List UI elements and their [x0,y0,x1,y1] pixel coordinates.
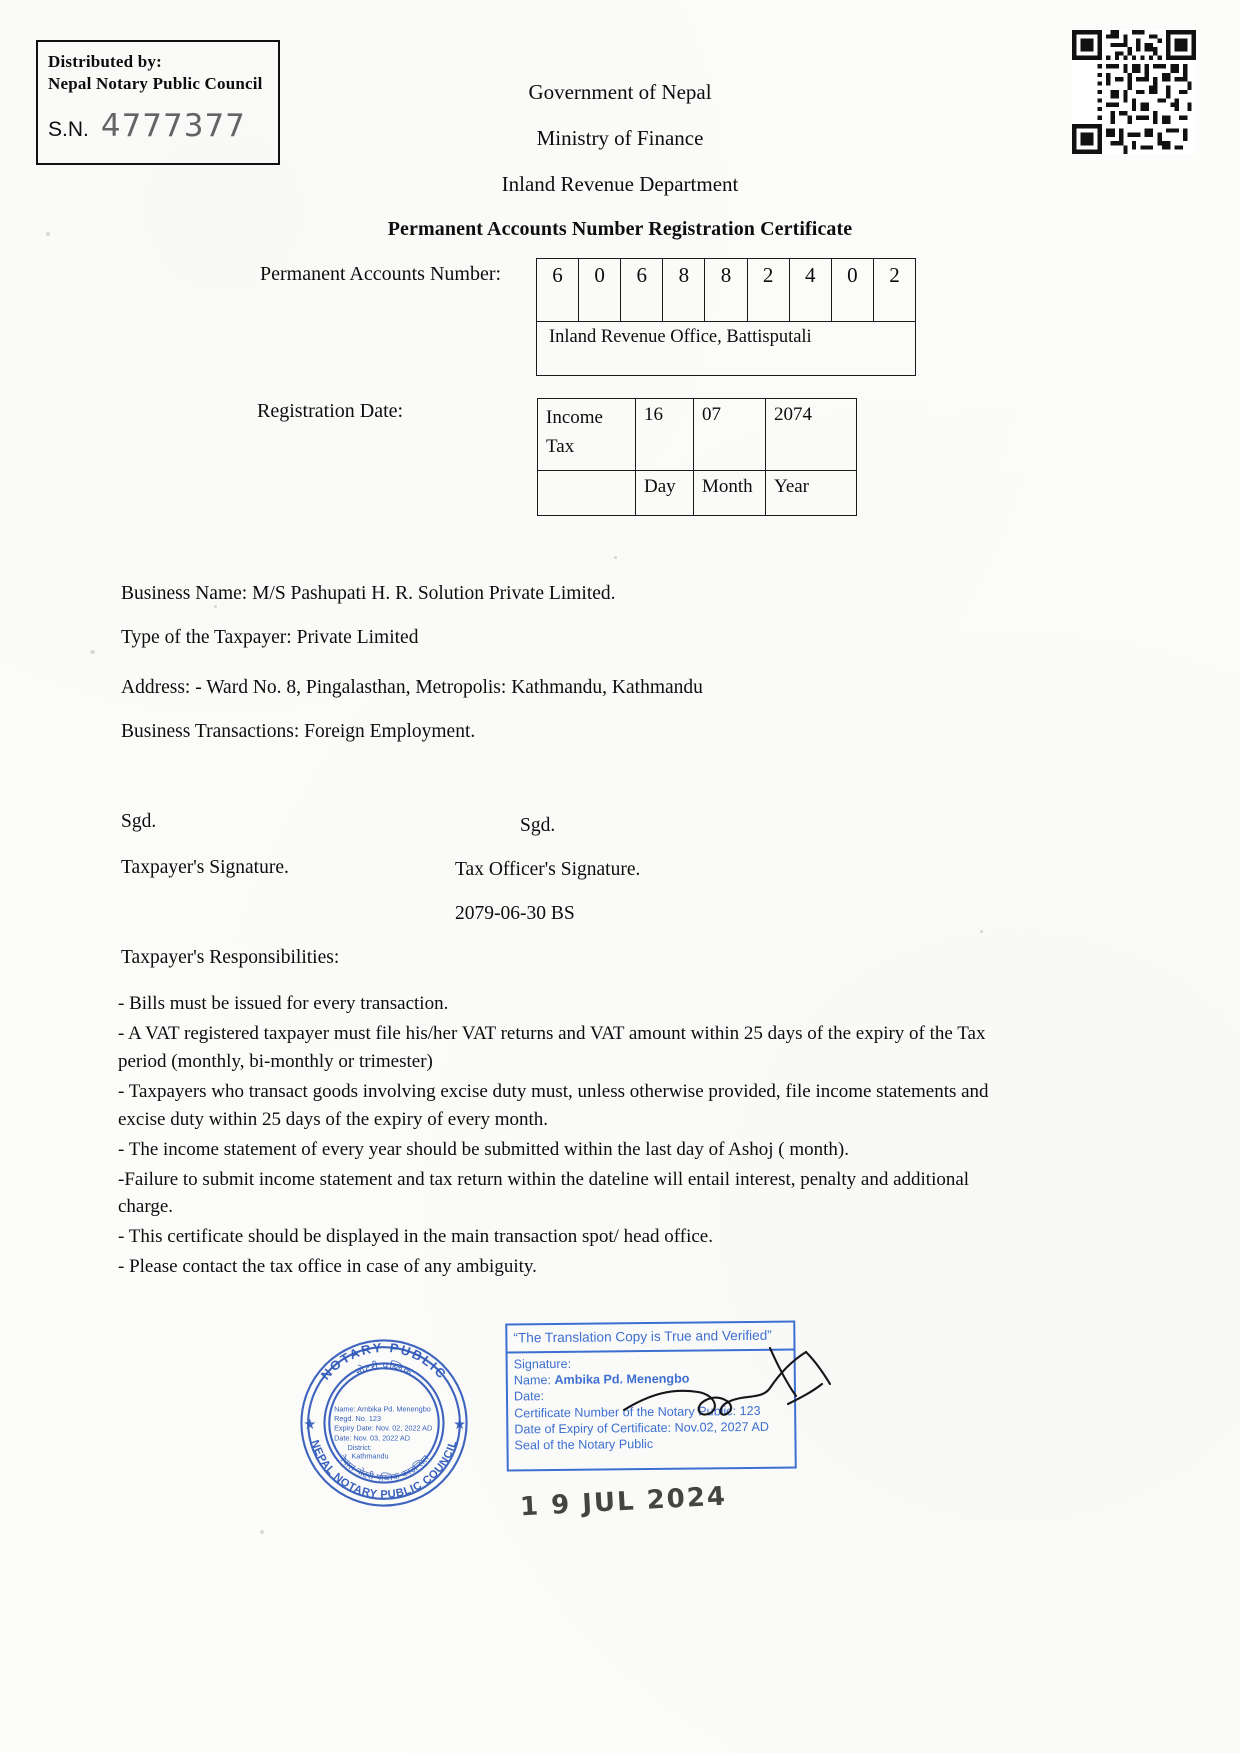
pan-digits-table [536,258,916,322]
svg-text:Name: Ambika Pd. Menengbo: Name: Ambika Pd. Menengbo [334,1404,431,1414]
verification-body [508,1350,795,1454]
address-field: Address: - Ward No. 8, Pingalasthan, Metropolis: Kathmandu, Kathmandu [121,677,703,698]
header-line-ministry: Ministry of Finance [536,126,704,150]
taxpayer-signature-label: Taxpayer's Signature. [121,857,289,878]
svg-text:District:: District: [347,1442,372,1452]
sgd-label-taxpayer: Sgd. [121,811,157,832]
business-transactions-field: Business Transactions: Foreign Employment. [121,721,476,742]
pan-digit: 0 [579,259,621,322]
responsibility-item: - The income statement of every year should be submitted within the last day of Ashoj ( month). [118,1138,849,1160]
pan-digit: 6 [537,259,579,322]
verification-name-value: Ambika Pd. Menengbo [554,1371,690,1388]
distributed-by-line2: Nepal Notary Public Council [48,74,263,94]
responsibility-item: - Taxpayers who transact goods involving excise duty must, unless otherwise provided, file income statements and excise duty within 25 days of the expiry of every month. [118,1080,989,1130]
svg-text:नोटरी पब्लिक: नोटरी पब्लिक [354,1360,414,1379]
pan-digits-row [537,259,916,322]
verification-seal-label: Seal of the Notary Public [514,1437,654,1453]
business-name-field: Business Name: M/S Pashupati H. R. Solution Private Limited. [121,583,616,604]
svg-text:NOTARY PUBLIC: NOTARY PUBLIC [317,1339,451,1383]
pan-digit: 8 [663,259,705,322]
verification-expiry: Date of Expiry of Certificate: Nov.02, 2027 AD [514,1419,769,1437]
registration-date-table [537,398,857,516]
translation-verification-stamp [505,1320,797,1471]
svg-text:Kathmandu: Kathmandu [351,1451,389,1461]
verification-name-label: Name: [513,1373,551,1388]
svg-text:Expiry Date: Nov. 02, 2022 AD: Expiry Date: Nov. 02, 2022 AD [334,1423,433,1433]
taxpayer-type-field: Type of the Taxpayer: Private Limited [121,627,419,648]
issuing-office: Inland Revenue Office, Battisputali [536,321,916,376]
scan-speckle [260,1530,264,1534]
tax-type-cell: Income Tax [538,399,636,471]
registration-values-row [538,399,857,471]
distributed-by-line1: Distributed by: [48,52,162,71]
responsibilities-title: Taxpayer's Responsibilities: [121,947,340,968]
verification-certificate-number: Certificate Number of the Notary Public: 123 [514,1403,761,1421]
pan-digit: 8 [705,259,747,322]
year-header: Year [766,471,857,516]
month-header: Month [694,471,766,516]
empty-cell [538,471,636,516]
registration-month: 07 [694,399,766,471]
received-date-stamp: 1 9 JUL 2024 [519,1481,728,1523]
responsibility-item: - Please contact the tax office in case of any ambiguity. [118,1256,537,1278]
pan-digit: 2 [873,259,915,322]
responsibility-item: - Bills must be issued for every transaction. [118,993,449,1014]
scan-speckle [90,650,95,654]
day-header: Day [636,471,694,516]
serial-number-value: 4777377 [100,107,246,144]
sgd-label-officer: Sgd. [520,815,556,836]
verification-heading: “The Translation Copy is True and Verified” [507,1323,793,1354]
pan-digit: 2 [747,259,789,322]
tax-officer-signature-label: Tax Officer's Signature. [455,859,641,880]
page-title: Permanent Accounts Number Registration Certificate [387,218,853,240]
scan-speckle [214,605,217,608]
svg-text:Date: Nov. 03, 2022 AD: Date: Nov. 03, 2022 AD [334,1433,411,1443]
scan-speckle [980,930,983,933]
header-line-department: Inland Revenue Department [501,172,739,196]
responsibility-item: -Failure to submit income statement and tax return within the dateline will entail interest, penalty and additional charge. [118,1168,970,1218]
pan-digit: 0 [831,259,873,322]
svg-text:★: ★ [303,1416,317,1433]
scan-speckle [614,556,617,559]
responsibility-item: - A VAT registered taxpayer must file his/her VAT returns and VAT amount within 25 days of the expiry of the Tax period (monthly, bi-monthly or trimester) [118,1022,986,1072]
responsibility-item: - This certificate should be displayed in the main transaction spot/ head office. [118,1226,713,1248]
svg-text:NEPAL NOTARY PUBLIC COUNCIL: NEPAL NOTARY PUBLIC COUNCIL [308,1438,460,1501]
verification-signature-label: Signature: [513,1356,572,1372]
responsibilities-list [118,990,1023,1283]
svg-text:★: ★ [453,1416,467,1433]
verification-date-label: Date: [513,1389,545,1404]
pan-digit: 4 [789,259,831,322]
serial-number-label: S.N. [48,117,89,141]
registration-year: 2074 [766,399,857,471]
pan-label: Permanent Accounts Number: [260,263,502,285]
registration-day: 16 [636,399,694,471]
svg-text:Regd. No. 123: Regd. No. 123 [334,1414,382,1424]
registration-date-label: Registration Date: [257,400,404,422]
svg-text:नेपाल नोटरी पब्लिक काउन्सिल: नेपाल नोटरी पब्लिक काउन्सिल [336,1453,432,1483]
pan-digit: 6 [621,259,663,322]
notary-seal-stamp [288,1327,480,1519]
officer-signature-date: 2079-06-30 BS [455,903,575,924]
header-line-government: Government of Nepal [528,80,712,104]
registration-headers-row [538,471,857,516]
